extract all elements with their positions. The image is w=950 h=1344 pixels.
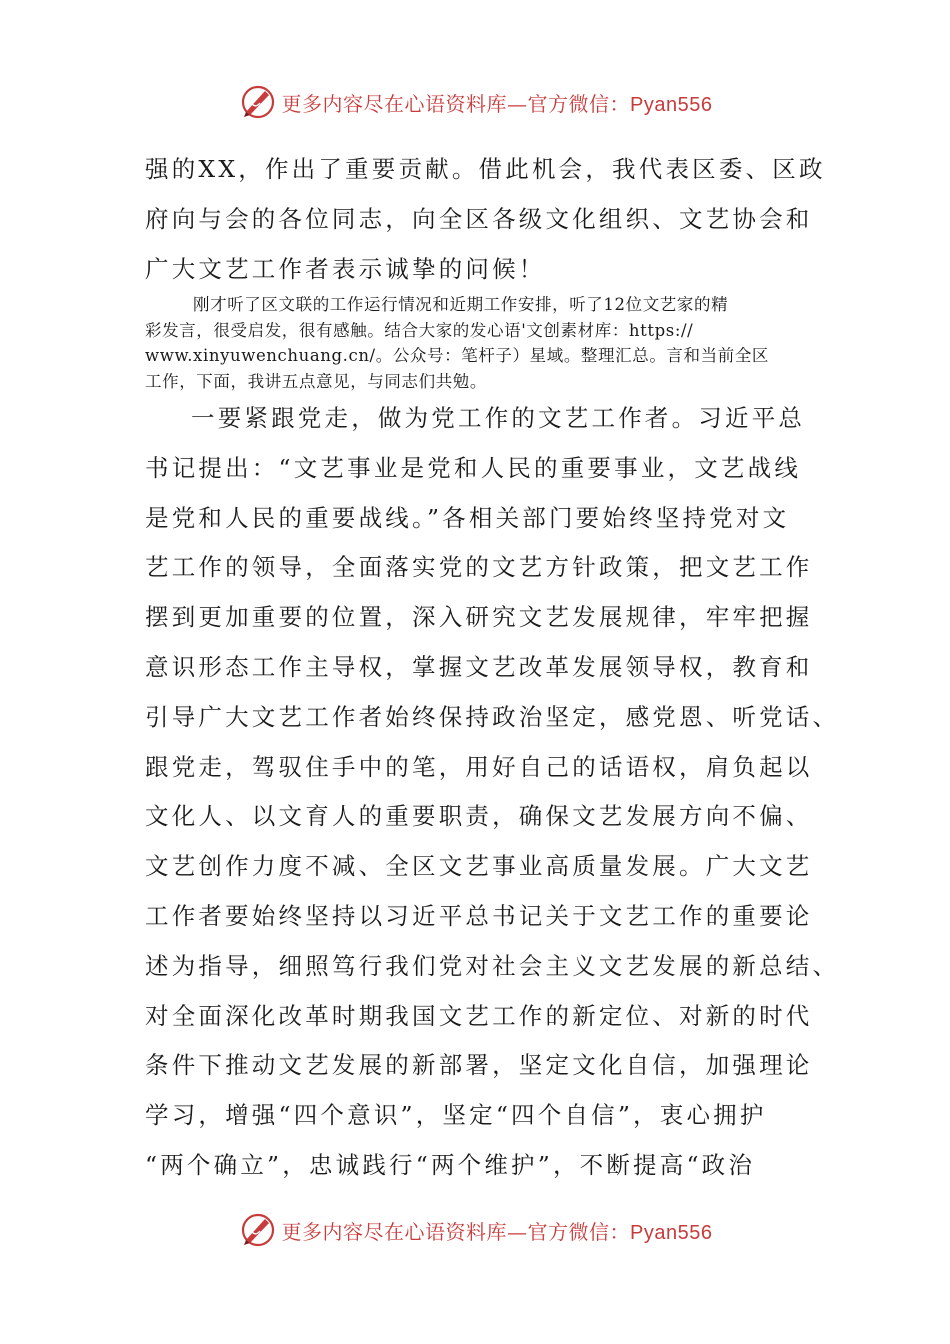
pen-logo-icon <box>238 82 278 122</box>
note-line: 刚才听了区文联的工作运行情况和近期工作安排，听了12位文艺家的精 <box>193 295 729 314</box>
text-line: 广大文艺工作者表示诚挚的问候！ <box>145 254 546 283</box>
note-line: 彩发言，很受启发，很有感触。结合大家的发心语'文创素材库：https:// <box>145 320 694 340</box>
note-line: 工作，下面，我讲五点意见，与同志们共勉。 <box>145 371 487 391</box>
wechat-id: Pyan556 <box>630 93 713 116</box>
footer-banner <box>0 1210 950 1250</box>
text-line: 跟党走，驾驭住手中的笔，用好自己的话语权，肩负起以 <box>145 752 813 781</box>
header-banner <box>0 82 950 122</box>
small-note-paragraph <box>145 292 810 394</box>
text-line: 是党和人民的重要战线。”各相关部门要始终坚持党对文 <box>145 503 790 532</box>
text-line: 文化人、以文育人的重要职责，确保文艺发展方向不偏、 <box>145 802 813 831</box>
text-line: 艺工作的领导，全面落实党的文艺方针政策，把文艺工作 <box>145 553 813 582</box>
pen-logo-icon <box>238 1210 278 1250</box>
text-line: 书记提出：“文艺事业是党和人民的重要事业，文艺战线 <box>145 453 802 482</box>
text-line: 意识形态工作主导权，掌握文艺改革发展领导权，教育和 <box>145 652 813 681</box>
text-line: 引导广大文艺工作者始终保持政治坚定，感党恩、听党话、 <box>145 702 840 731</box>
note-line: www.xinyuwenchuang.cn/。公众号：笔杆子）星域。整理汇总。言和当前全区 <box>145 346 770 365</box>
text-line: 学习，增强“四个意识”，坚定“四个自信”，衷心拥护 <box>145 1101 767 1130</box>
banner-text: 更多内容尽在心语资料库—官方微信：Pyan556 <box>281 91 713 116</box>
banner-text: 更多内容尽在心语资料库—官方微信：Pyan556 <box>281 1219 713 1244</box>
text-line: 对全面深化改革时期我国文艺工作的新定位、对新的时代 <box>145 1001 813 1030</box>
text-line: 述为指导，细照笃行我们党对社会主义文艺发展的新总结、 <box>145 951 840 980</box>
text-line: 条件下推动文艺发展的新部署，坚定文化自信，加强理论 <box>145 1051 813 1080</box>
text-line: 摆到更加重要的位置，深入研究文艺发展规律，牢牢把握 <box>145 603 813 632</box>
text-line: 文艺创作力度不减、全区文艺事业高质量发展。广大文艺 <box>145 852 813 881</box>
text-line: 强的XX，作出了重要贡献。借此机会，我代表区委、区政 <box>145 155 826 183</box>
text-line: “两个确立”，忠诚践行“两个维护”，不断提高“政治 <box>145 1150 756 1179</box>
paragraph-main <box>145 394 840 1191</box>
paragraph-continuation <box>145 145 826 294</box>
text-line: 一要紧跟党走，做为党工作的文艺工作者。习近平总 <box>191 404 806 432</box>
text-line: 府向与会的各位同志，向全区各级文化组织、文艺协会和 <box>145 204 813 233</box>
wechat-id: Pyan556 <box>630 1221 713 1244</box>
text-line: 工作者要始终坚持以习近平总书记关于文艺工作的重要论 <box>145 901 813 930</box>
